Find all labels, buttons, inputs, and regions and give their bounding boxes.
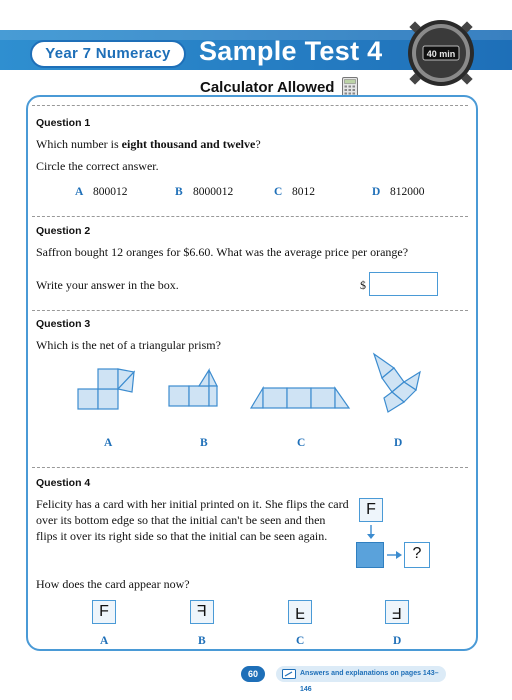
net-option-d[interactable]: [368, 352, 428, 416]
answer-box[interactable]: [369, 272, 438, 296]
page-number: 60: [241, 666, 265, 682]
q1-option-c-value[interactable]: 8012: [292, 186, 315, 198]
q4-option-b-card[interactable]: [190, 600, 214, 624]
question-2-title: Question 2: [36, 225, 91, 237]
pencil-note-icon: [282, 669, 296, 679]
net-option-b[interactable]: [165, 366, 225, 414]
q1-option-d-value[interactable]: 812000: [390, 186, 425, 198]
question-4-question: How does the card appear now?: [36, 577, 190, 591]
q4-option-a-glyph: F: [99, 603, 109, 620]
q4-option-c-glyph: F: [295, 604, 305, 621]
q1-option-a-letter[interactable]: A: [75, 186, 84, 198]
q4-option-a-card[interactable]: [92, 600, 116, 624]
q1-option-b-value[interactable]: 8000012: [193, 186, 234, 198]
calculator-icon: [342, 77, 358, 97]
example-card: F: [359, 498, 383, 522]
arrow-down-icon: [364, 524, 378, 540]
net-option-a[interactable]: [74, 364, 140, 414]
unknown-card: ?: [404, 542, 430, 568]
answers-note: Answers and explanations on pages 143–146: [276, 666, 446, 682]
badge-year: Year 7: [45, 45, 92, 62]
timer-label: 40 min: [426, 49, 456, 59]
q3-option-d-letter[interactable]: D: [394, 437, 403, 449]
q1-option-a-value[interactable]: 800012: [93, 186, 128, 198]
divider: [32, 467, 468, 468]
q4-text-line-1: Felicity has a card with her initial printed on it. She flips the card: [36, 497, 349, 511]
question-3-text: Which is the net of a triangular prism?: [36, 338, 221, 352]
q1-option-d-letter[interactable]: D: [372, 186, 381, 198]
question-4-title: Question 4: [36, 477, 91, 489]
q4-option-a-letter[interactable]: A: [100, 635, 109, 647]
q3-option-b-letter[interactable]: B: [200, 437, 208, 449]
question-3-title: Question 3: [36, 318, 91, 330]
timer-icon: [406, 18, 476, 88]
arrow-right-icon: [386, 549, 404, 561]
q4-option-c-letter[interactable]: C: [296, 635, 305, 647]
q1-option-c-letter[interactable]: C: [274, 186, 283, 198]
q4-option-d-letter[interactable]: D: [393, 635, 402, 647]
q1-text-bold: eight thousand and twelve: [121, 137, 256, 151]
q4-option-d-glyph: F: [392, 604, 402, 621]
subtitle: Calculator Allowed: [200, 78, 335, 96]
question-2-instruction: Write your answer in the box.: [36, 278, 179, 292]
q4-option-d-card[interactable]: [385, 600, 409, 624]
question-4-text: [36, 496, 349, 544]
q4-option-b-letter[interactable]: B: [198, 635, 206, 647]
question-1-instruction: Circle the correct answer.: [36, 159, 159, 173]
q4-option-b-glyph: F: [197, 603, 207, 620]
q4-option-c-card[interactable]: [288, 600, 312, 624]
badge-numeracy: Numeracy: [95, 45, 171, 62]
question-1-title: Question 1: [36, 117, 91, 129]
question-2-text: Saffron bought 12 oranges for $6.60. What was the average price per orange?: [36, 245, 409, 259]
divider: [32, 216, 468, 217]
q1-option-b-letter[interactable]: B: [175, 186, 183, 198]
q1-text-prefix: Which number is: [36, 137, 122, 151]
q3-option-c-letter[interactable]: C: [297, 437, 306, 449]
q3-option-a-letter[interactable]: A: [104, 437, 113, 449]
q1-text-suffix: ?: [255, 137, 261, 151]
question-1-text: [36, 137, 261, 152]
divider: [32, 105, 468, 106]
q4-text-line-2: over its bottom edge so that the initial can't be seen and then: [36, 513, 326, 527]
net-option-c[interactable]: [249, 384, 353, 412]
year-numeracy-badge: [30, 40, 186, 68]
currency-symbol: $: [360, 278, 366, 292]
q4-text-line-3: flips it over its right side so that the initial can be seen again.: [36, 529, 328, 543]
flipped-card-back: [356, 542, 384, 568]
divider: [32, 310, 468, 311]
page-title: Sample Test 4: [199, 36, 383, 66]
